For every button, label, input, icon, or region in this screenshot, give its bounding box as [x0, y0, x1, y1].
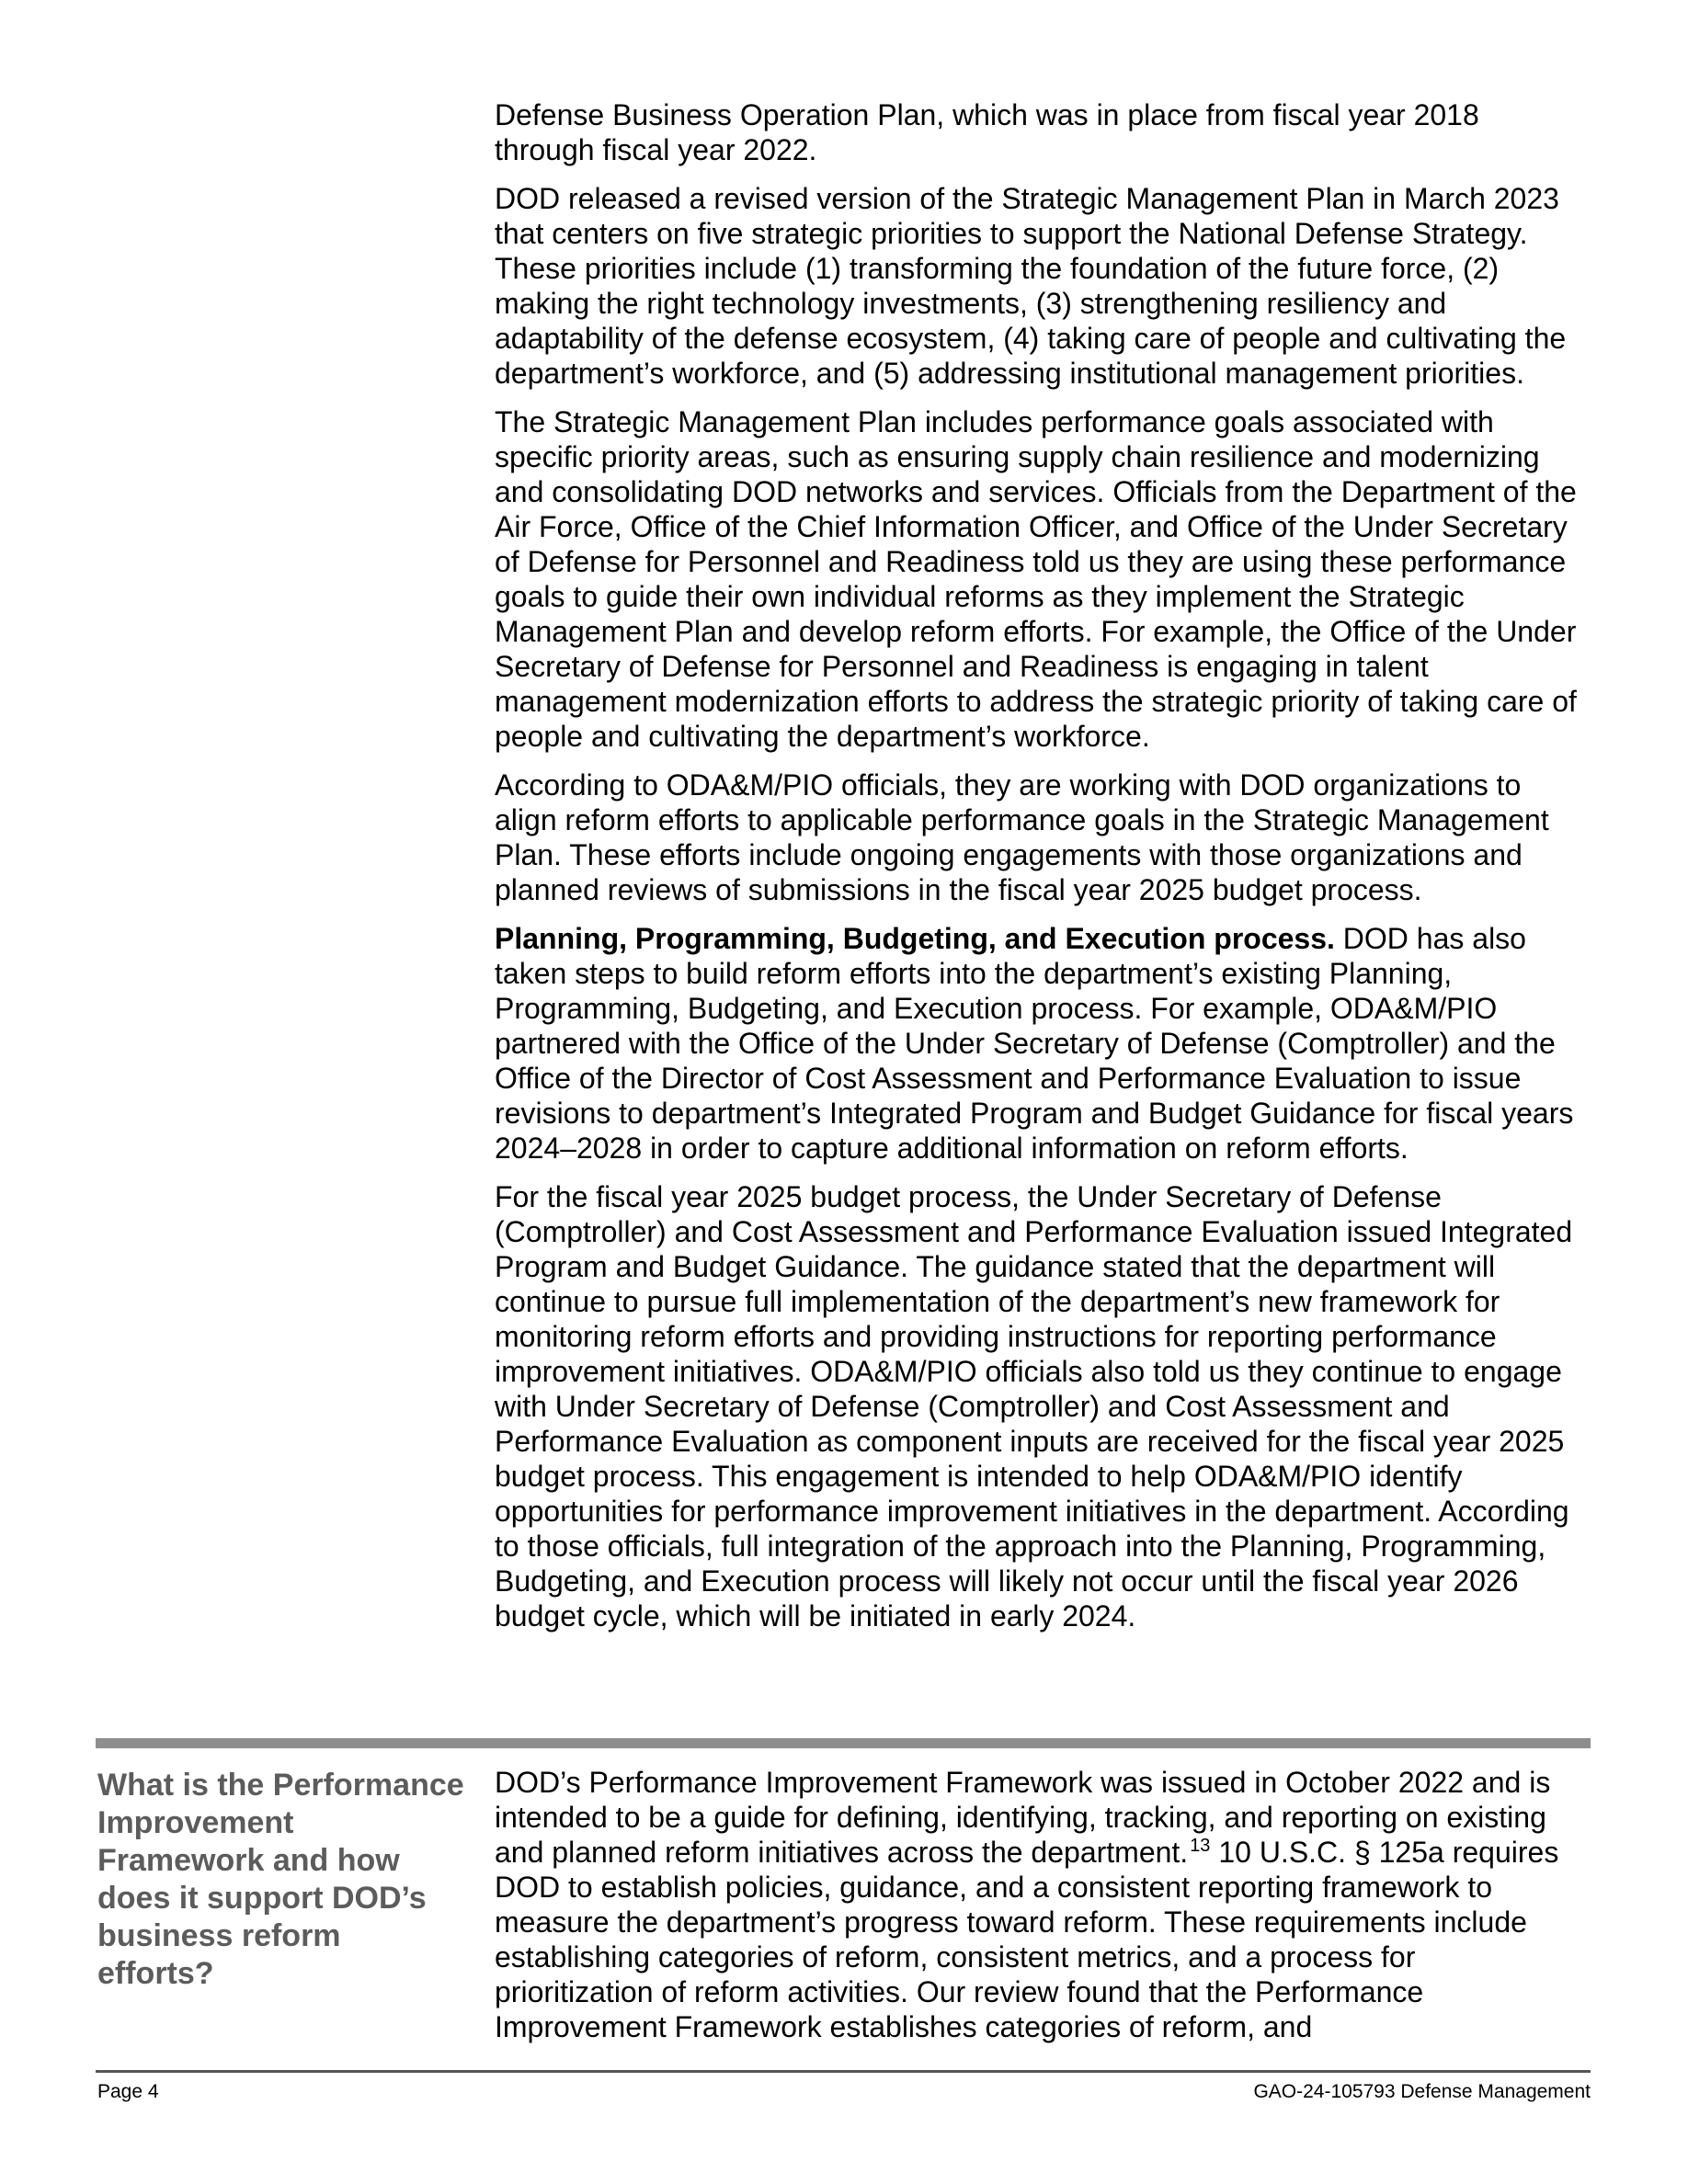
ppbe-paragraph — [495, 921, 1580, 1166]
ppbe-lead-in: Planning, Programming, Budgeting, and Execution process. — [495, 922, 1335, 955]
body-paragraph-2: DOD released a revised version of the Strategic Management Plan in March 2023 that centers on five strategic priorities to support the National Defense Strategy. These priorities include (1) transforming the foundation of the future force, (2) making the right technology investments, (3) strengthening resiliency and adaptability of the defense ecosystem, (4) taking care of people and cultivating the department’s workforce, and (5) addressing institutional management priorities. — [495, 182, 1567, 390]
main-text-column — [495, 97, 1580, 1647]
body-paragraph-1: Defense Business Operation Plan, which was in place from fiscal year 2018 through fiscal year 2022. — [495, 98, 1479, 166]
section-text-after-note: 10 U.S.C. § 125a requires DOD to establish policies, guidance, and a consistent reporting framework to measure the department’s progress toward reform. These requirements include establishing categories of reform, consistent metrics, and a process for prioritization of reform activities. Our review found that the Performance Improvement Framework establishes categories of reform, and — [495, 1836, 1559, 2043]
footnote-reference[interactable]: 13 — [1190, 1836, 1211, 1857]
report-identifier: GAO-24-105793 Defense Management — [1253, 2081, 1591, 2102]
section-paragraph — [495, 1765, 1580, 2044]
section-text-before-note: DOD’s Performance Improvement Framework was issued in October 2022 and is intended to be a guide for defining, identifying, tracking, and reporting on existing and planned reform initiatives across the department. — [495, 1766, 1551, 1869]
page-number: Page 4 — [97, 2081, 159, 2102]
section-divider — [96, 1738, 1591, 1748]
ppbe-paragraph-text: DOD has also taken steps to build reform efforts into the department’s existing Planning, Programming, Budgeting, and Execution process. For example, ODA&M/PIO partnered with the Office of the Under Secretary of Defense (Comptroller) and the Office of the Director of Cost Assessment and Performance Evaluation to issue revisions to department’s Integrated Program and Budget Guidance for fiscal years 2024–2028 in order to capture additional information on reform efforts. — [495, 922, 1574, 1165]
body-paragraph-3: The Strategic Management Plan includes performance goals associated with specific priority areas, such as ensuring supply chain resilience and modernizing and consolidating DOD networks and services. Officials from the Department of the Air Force, Office of the Chief Information Officer, and Office of the Under Secretary of Defense for Personnel and Readiness told us they are using these performance goals to guide their own individual reforms as they implement the Strategic Management Plan and develop reform efforts. For example, the Office of the Under Secretary of Defense for Personnel and Readiness is engaging in talent management modernization efforts to address the strategic priority of taking care of people and cultivating the department’s workforce. — [495, 405, 1577, 753]
section-body — [495, 1765, 1580, 2044]
body-paragraph-4: According to ODA&M/PIO officials, they are working with DOD organizations to align reform efforts to applicable performance goals in the Strategic Management Plan. These efforts include ongoing engagements with those organizations and planned reviews of submissions in the fiscal year 2025 budget process. — [495, 768, 1549, 906]
section-side-heading: What is the Performance Improvement Framework and how does it support DOD’s business reform efforts? — [97, 1768, 464, 1991]
footer-divider — [96, 2070, 1591, 2073]
fy2025-paragraph: For the fiscal year 2025 budget process, the Under Secretary of Defense (Comptroller) and Cost Assessment and Performance Evaluation issued Integrated Program and Budget Guidance. The guidance stated that the department will continue to pursue full implementation of the department’s new framework for monitoring reform efforts and providing instructions for reporting performance improvement initiatives. ODA&M/PIO officials also told us they continue to engage with Under Secretary of Defense (Comptroller) and Cost Assessment and Performance Evaluation as component inputs are received for the fiscal year 2025 budget process. This engagement is intended to help ODA&M/PIO identify opportunities for performance improvement initiatives in the department. According to those officials, full integration of the approach into the Planning, Programming, Budgeting, and Execution process will likely not occur until the fiscal year 2026 budget cycle, which will be initiated in early 2024. — [495, 1180, 1573, 1632]
